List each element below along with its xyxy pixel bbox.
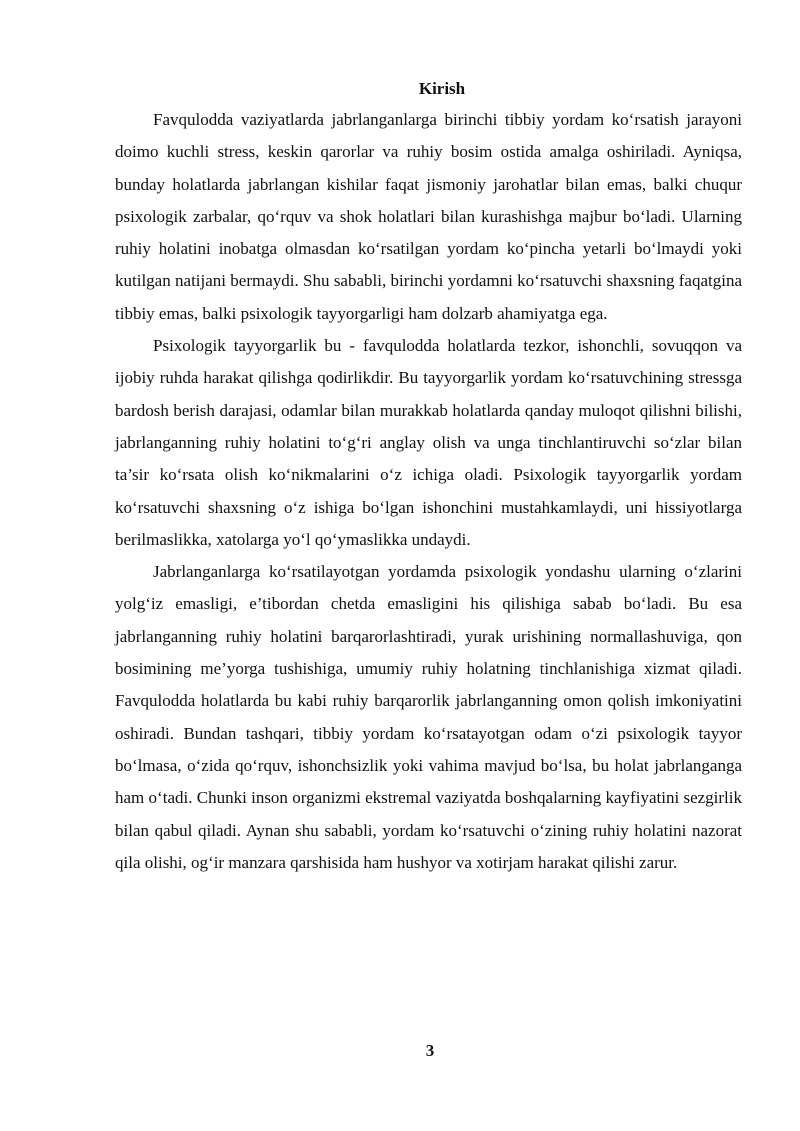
paragraph-3: Jabrlanganlarga ko‘rsatilayotgan yordamda psixologik yondashu ularning o‘zlarini yolg‘iz emasligi, e’tibordan chetda emasligini his qilishiga sabab bo‘ladi. Bu esa jabrlanganning ruhiy holatini barqarorlashtiradi, yurak urishining normallashuviga, qon bosimining me’yorga tushishiga, umumiy ruhiy holatning tinchlanishiga xizmat qiladi. Favqulodda holatlarda bu kabi ruhiy barqarorlik jabrlanganning omon qolish imkoniyatini oshiradi. Bundan tashqari, tibbiy yordam ko‘rsatayotgan odam o‘zi psixologik tayyor bo‘lmasa, o‘zida qo‘rquv, ishonchsizlik yoki vahima mavjud bo‘lsa, bu holat jabrlanganga ham o‘tadi. Chunki inson organizmi ekstremal vaziyatda boshqalarning kayfiyatini sezgirlik bilan qabul qiladi. Aynan shu sababli, yordam ko‘rsatuvchi o‘zining ruhiy holatini nazorat qila olishi, og‘ir manzara qarshisida ham hushyor va xotirjam harakat qilishi zarur. (115, 562, 742, 872)
paragraph-1: Favqulodda vaziyatlarda jabrlanganlarga birinchi tibbiy yordam ko‘rsatish jarayoni doimo kuchli stress, keskin qarorlar va ruhiy bosim ostida amalga oshiriladi. Ayniqsa, bunday holatlarda jabrlangan kishilar faqat jismoniy jarohatlar bilan emas, balki chuqur psixologik zarbalar, qo‘rquv va shok holatlari bilan kurashishga majbur bo‘ladi. Ularning ruhiy holatini inobatga olmasdan ko‘rsatilgan yordam ko‘pincha yetarli bo‘lmaydi yoki kutilgan natijani bermaydi. Shu sababli, birinchi yordamni ko‘rsatuvchi shaxsning faqatgina tibbiy emas, balki psixologik tayyorgarligi ham dolzarb ahamiyatga ega. (115, 110, 742, 323)
paragraph-2: Psixologik tayyorgarlik bu - favqulodda holatlarda tezkor, ishonchli, sovuqqon va ijobiy ruhda harakat qilishga qodirlikdir. Bu tayyorgarlik yordam ko‘rsatuvchining stressga bardosh berish darajasi, odamlar bilan murakkab holatlarda qanday muloqot qilishni bilishi, jabrlanganning ruhiy holatini to‘g‘ri anglay olish va unga tinchlantiruvchi so‘zlar bilan ta’sir ko‘rsata olish ko‘nikmalarini o‘z ichiga oladi. Psixologik tayyorgarlik yordam ko‘rsatuvchi shaxsning o‘z ishiga bo‘lgan ishonchini mustahkamlaydi, uni hissiyotlarga berilmaslikka, xatolarga yo‘l qo‘ymaslikka undaydi. (115, 336, 742, 549)
section-title: Kirish (418, 79, 466, 98)
page-number: 3 (425, 1041, 435, 1060)
document-page (115, 74, 742, 879)
